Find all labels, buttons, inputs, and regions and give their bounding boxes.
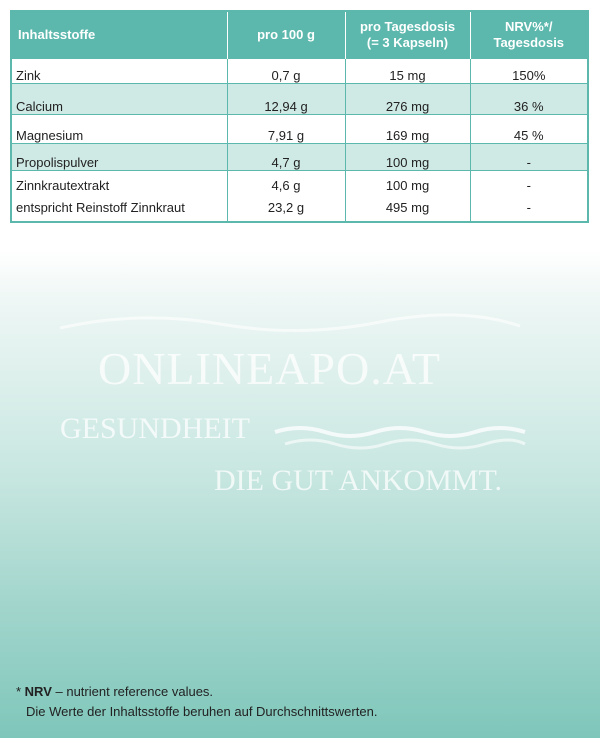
row-per-100g: 7,91 g — [227, 115, 345, 144]
table-row — [12, 59, 587, 84]
watermark-tagline-2: DIE GUT ANKOMMT. — [214, 464, 503, 497]
header-ingredients: Inhaltsstoffe — [12, 12, 227, 59]
row-name: Magnesium — [12, 115, 227, 144]
footnote-nrv-definition: – nutrient reference values. — [51, 684, 214, 699]
nutrition-table — [12, 12, 587, 221]
row-daily-dose: 100 mg — [345, 144, 470, 171]
row-nrv-line2: - — [526, 200, 531, 215]
row-per-100g-line1: 4,6 g — [271, 178, 301, 193]
header-daily-dose-line1: pro Tagesdosis — [359, 19, 456, 34]
row-nrv: 45 % — [470, 115, 587, 144]
table-row — [12, 171, 587, 222]
row-daily-dose: 276 mg — [345, 84, 470, 115]
row-nrv: - — [470, 144, 587, 171]
row-nrv: 150% — [470, 59, 587, 84]
watermark-wave-icon — [0, 300, 600, 520]
row-nrv — [470, 171, 587, 222]
row-daily-dose-line2: 495 mg — [385, 200, 430, 215]
table-header-row — [12, 12, 587, 59]
nutrition-table-frame — [10, 10, 589, 223]
footnote-star: * — [16, 684, 25, 699]
footnote — [16, 682, 586, 722]
footnote-nrv-abbr: NRV — [24, 684, 52, 699]
row-per-100g: 12,94 g — [227, 84, 345, 115]
row-per-100g — [227, 171, 345, 222]
row-daily-dose — [345, 171, 470, 222]
row-daily-dose: 15 mg — [345, 59, 470, 84]
table-row — [12, 115, 587, 144]
header-nrv — [470, 12, 587, 59]
row-nrv: 36 % — [470, 84, 587, 115]
row-nrv-line1: - — [526, 178, 531, 193]
row-name: Calcium — [12, 84, 227, 115]
header-nrv-line2: Tagesdosis — [493, 35, 565, 50]
row-name — [12, 171, 227, 222]
header-daily-dose — [345, 12, 470, 59]
footnote-nrv-line — [16, 682, 586, 702]
watermark — [0, 300, 600, 520]
header-nrv-line1: NRV%*/ — [505, 19, 553, 34]
row-per-100g: 0,7 g — [227, 59, 345, 84]
footnote-average-note: Die Werte der Inhaltsstoffe beruhen auf Durchschnittswerten. — [26, 704, 378, 719]
header-per-100g: pro 100 g — [227, 12, 345, 59]
table-row — [12, 84, 587, 115]
row-name: Propolispulver — [12, 144, 227, 171]
row-daily-dose-line1: 100 mg — [385, 178, 430, 193]
row-daily-dose: 169 mg — [345, 115, 470, 144]
row-name-line1: Zinnkrautextrakt — [16, 178, 110, 193]
row-name-line2: entspricht Reinstoff Zinnkraut — [16, 200, 185, 215]
row-per-100g-line2: 23,2 g — [267, 200, 305, 215]
row-name: Zink — [12, 59, 227, 84]
row-per-100g: 4,7 g — [227, 144, 345, 171]
watermark-brand: ONLINEAPO.AT — [98, 343, 441, 394]
header-daily-dose-line2: (= 3 Kapseln) — [366, 35, 449, 50]
table-row — [12, 144, 587, 171]
watermark-tagline-1: GESUNDHEIT — [60, 412, 250, 445]
